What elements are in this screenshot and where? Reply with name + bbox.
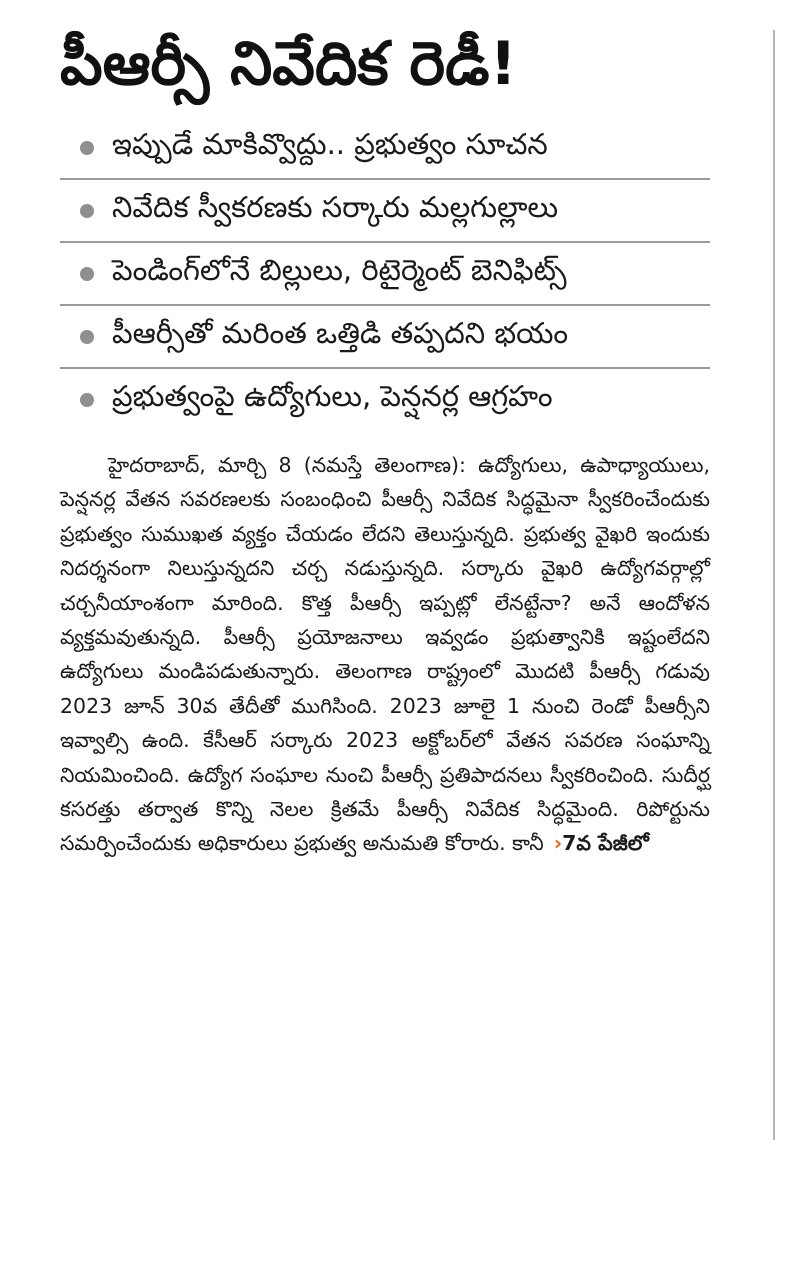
- bullet-dot-icon: [80, 141, 94, 155]
- bullet-item: [60, 180, 710, 243]
- bullet-text: ఇప్పుడే మాకివ్వొద్దు.. ప్రభుత్వం సూచన: [112, 126, 548, 161]
- bullet-item: [60, 306, 710, 369]
- headline: పీఆర్సీ నివేదిక రెడీ!: [60, 29, 517, 99]
- chevron-right-icon: ›: [553, 831, 563, 856]
- bullet-dot-icon: [80, 204, 94, 218]
- continued-label: 7వ పేజీలో: [562, 831, 649, 856]
- bullet-dot-icon: [80, 393, 94, 407]
- continued-link[interactable]: [544, 831, 649, 855]
- bullet-item: [60, 369, 710, 430]
- bullet-text: పెండింగ్‌లోనే బిల్లులు, రిటైర్మెంట్ బెనిఫిట్స్: [112, 252, 567, 287]
- bullet-text: నివేదిక స్వీకరణకు సర్కారు మల్లగుల్లాలు: [112, 189, 559, 224]
- bullet-text: పీఆర్సీతో మరింత ఒత్తిడి తప్పదని భయం: [112, 315, 569, 350]
- article-body-text: హైదరాబాద్, మార్చి 8 (నమస్తే తెలంగాణ): ఉద్యోగులు, ఉపాధ్యాయులు, పెన్షనర్ల వేతన సవరణలకు సంబంధించి పీఆర్సీ నివేదిక సిద్ధమైనా స్వీకరించేందుకు ప్రభుత్వం సుముఖత వ్యక్తం చేయడం లేదని తెలుస్తున్నది. ప్రభుత్వ వైఖరి ఇందుకు నిదర్శనంగా నిలుస్తున్నదని చర్చ నడుస్తున్నది. సర్కారు వైఖరి ఉద్యోగవర్గాల్లో చర్చనీయాంశంగా మారింది. కొత్త పీఆర్సీ ఇప్పట్లో లేనట్టేనా? అనే ఆందోళన వ్యక్తమవుతున్నది. పీఆర్సీ ప్రయోజనాలు ఇవ్వడం ప్రభుత్వానికి ఇష్టంలేదని ఉద్యోగులు మండిపడుతున్నారు. తెలంగాణ రాష్ట్రంలో మొదటి పీఆర్సీ గడువు 2023 జూన్ 30వ తేదీతో ముగిసింది. 2023 జూలై 1 నుంచి రెండో పీఆర్సీని ఇవ్వాల్సి ఉంది. కేసీఆర్ సర్కారు 2023 అక్టోబర్‌లో వేతన సవరణ సంఘాన్ని నియమించింది. ఉద్యోగ సంఘాల నుంచి పీఆర్సీ ప్రతిపాదనలు స్వీకరించింది. సుదీర్ఘ కసరత్తు తర్వాత కొన్ని నెలల క్రితమే పీఆర్సీ నివేదిక సిద్ధమైంది. రిపోర్టును సమర్పించేందుకు అధికారులు ప్రభుత్వ అనుమతి కోరారు. కానీ: [60, 453, 710, 856]
- column-divider: [773, 30, 775, 1140]
- article-body: [60, 448, 710, 861]
- bullet-text: ప్రభుత్వంపై ఉద్యోగులు, పెన్షనర్ల ఆగ్రహం: [112, 378, 553, 413]
- bullet-list: [60, 117, 710, 430]
- bullet-dot-icon: [80, 267, 94, 281]
- bullet-dot-icon: [80, 330, 94, 344]
- bullet-item: [60, 117, 710, 180]
- news-clipping: [60, 30, 710, 861]
- bullet-item: [60, 243, 710, 306]
